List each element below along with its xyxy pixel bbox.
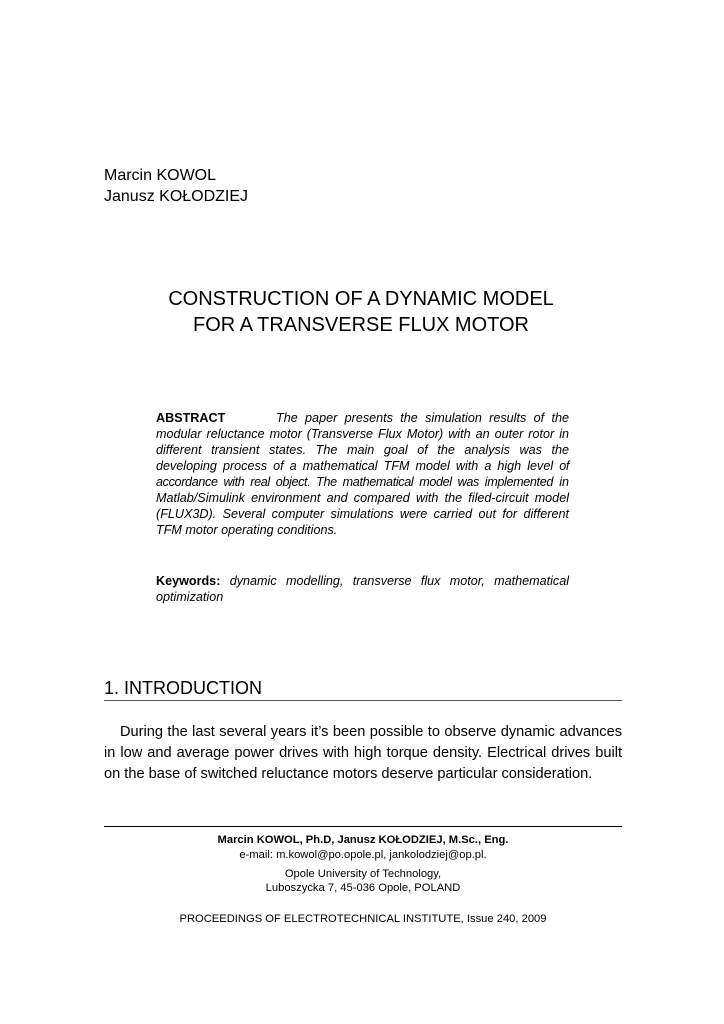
keywords-block bbox=[156, 573, 569, 605]
paper-title-line: CONSTRUCTION OF A DYNAMIC MODEL bbox=[168, 288, 554, 310]
author-name: Janusz KOŁODZIEJ bbox=[104, 188, 249, 205]
section-divider bbox=[104, 700, 622, 701]
abstract-label: ABSTRACT bbox=[156, 411, 226, 425]
keywords-text: dynamic modelling, transverse flux motor, mathematical optimization bbox=[156, 574, 569, 604]
abstract-text: The paper presents the simulation results of the modular reluctance motor (Transverse Flux Motor) with an outer rotor in different transient states. The main goal of the analysis was the developing process of a mathematical TFM model with a high level bbox=[156, 411, 569, 473]
footnote-authors-line: Marcin KOWOL, Ph.D, Janusz KOŁODZIEJ, M.Sc., Eng. bbox=[217, 834, 509, 846]
proceedings-line: PROCEEDINGS OF ELECTROTECHNICAL INSTITUTE, Issue 240, 2009 bbox=[179, 913, 547, 925]
paper-title-line: FOR A TRANSVERSE FLUX MOTOR bbox=[193, 314, 529, 336]
keywords-label: Keywords: bbox=[156, 574, 221, 588]
footnote-divider bbox=[104, 826, 622, 827]
author-name: Marcin KOWOL bbox=[104, 167, 217, 184]
section-heading: 1. INTRODUCTION bbox=[104, 678, 263, 698]
footnote-address: Luboszycka 7, 45-036 Opole, POLAND bbox=[265, 882, 461, 894]
abstract-text: in Matlab/Simulink environment and compared with the filed-circuit model (FLUX3D). Several computer simulations were carried out for different TFM motor operating conditions. bbox=[156, 475, 569, 537]
author-list bbox=[104, 165, 248, 207]
footnote-email: e-mail: m.kowol@po.opole.pl, jankolodziej@op.pl. bbox=[239, 849, 487, 861]
abstract-block bbox=[156, 410, 569, 538]
footnote-institution: Opole University of Technology, bbox=[284, 868, 442, 880]
intro-paragraph: During the last several years it’s been possible to observe dynamic advances in low and average power drives with high torque density. Electrical drives built on the base of switched reluctance motors deserve particular consideration. bbox=[104, 724, 622, 782]
abstract-text: of accordance with real object. The mathematical model was implemented bbox=[156, 459, 569, 489]
footnote-authors bbox=[104, 833, 622, 847]
paper-title bbox=[104, 286, 618, 338]
